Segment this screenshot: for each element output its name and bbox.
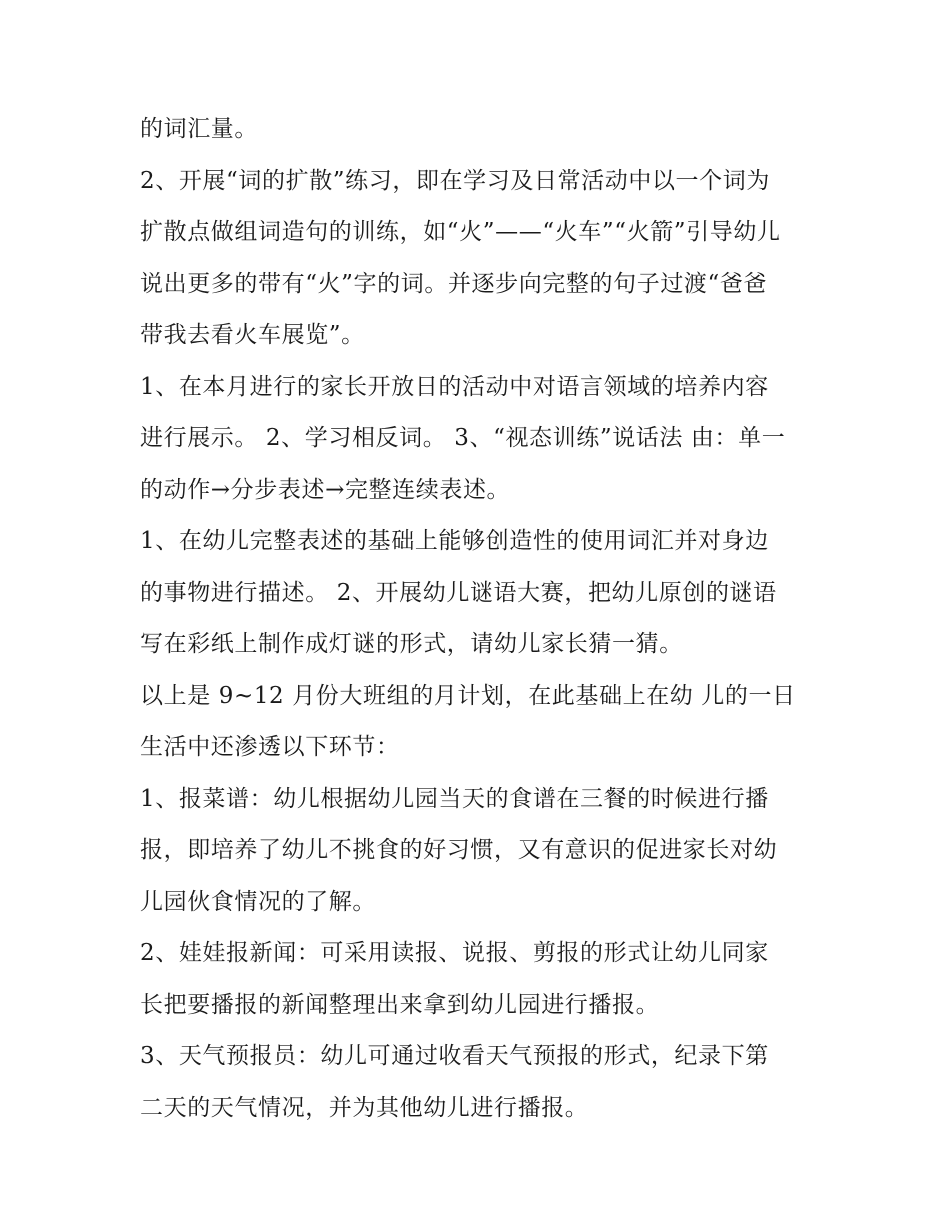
text-line: 的词汇量。 xyxy=(140,116,258,142)
text-line: 的动作→分步表述→完整连续表述。 xyxy=(140,476,511,503)
text-line: 二天的天气情况，并为其他幼儿进行播报。 xyxy=(140,1094,589,1121)
text-line: 写在彩纸上制作成灯谜的形式，请幼儿家长猜一猜。 xyxy=(140,631,683,657)
text-line: 长把要播报的新闻整理出来拿到幼儿园进行播报。 xyxy=(140,991,660,1018)
text-line: 2、娃娃报新闻：可采用读报、说报、剪报的形式让幼儿同家 xyxy=(140,940,769,966)
text-line: 进行展示。 2、学习相反词。 3、“视态训练”说话法 由：单一 xyxy=(140,425,786,451)
text-line: 2、开展“词的扩散”练习，即在学习及日常活动中以一个词为 xyxy=(140,167,770,194)
text-line: 说出更多的带有“火”字的词。并逐步向完整的句子过渡“爸爸 xyxy=(140,270,768,297)
text-line: 3、天气预报员：幼儿可通过收看天气预报的形式，纪录下第 xyxy=(140,1043,769,1069)
document-body xyxy=(140,108,830,1138)
text-line: 的事物进行描述。 2、开展幼儿谜语大赛，把幼儿原创的谜语 xyxy=(140,579,777,606)
text-line: 1、在幼儿完整表述的基础上能够创造性的使用词汇并对身边 xyxy=(140,528,769,554)
text-line: 生活中还渗透以下环节： xyxy=(140,734,400,760)
text-line: 1、报菜谱：幼儿根据幼儿园当天的食谱在三餐的时候进行播 xyxy=(140,785,769,812)
text-line: 儿园伙食情况的了解。 xyxy=(140,888,376,915)
text-line: 扩散点做组词造句的训练，如“火”——“火车”“火箭”引导幼儿 xyxy=(140,219,781,245)
text-line: 以上是 9~12 月份大班组的月计划，在此基础上在幼 儿的一日 xyxy=(140,682,796,709)
text-line: 1、在本月进行的家长开放日的活动中对语言领域的培养内容 xyxy=(140,373,769,400)
text-line: 报，即培养了幼儿不挑食的好习惯，又有意识的促进家长对幼 xyxy=(140,837,778,863)
text-line: 带我去看火车展览”。 xyxy=(140,322,365,348)
